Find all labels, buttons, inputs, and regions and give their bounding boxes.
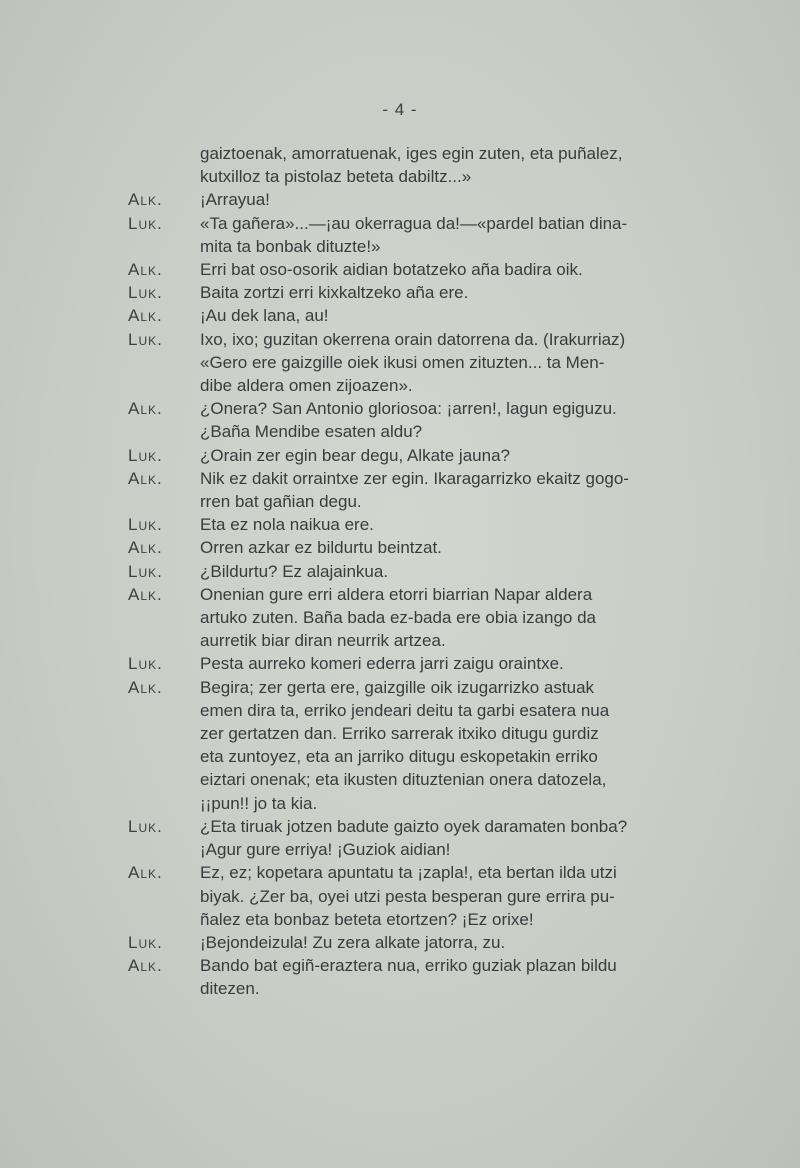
dialogue-entry	[0, 954, 800, 1000]
dialogue-text: ¿Onera? San Antonio gloriosoa: ¡arren!, lagun egiguzu. ¿Baña Mendibe esaten aldu?	[200, 399, 617, 442]
speaker-column	[0, 954, 200, 977]
dialogue-text: Bando bat egiñ-eraztera nua, erriko guziak plazan bildu ditezen.	[200, 956, 617, 999]
speaker-label: Luk.	[128, 932, 163, 952]
speaker-column	[0, 281, 200, 304]
dialogue-text: ¿Orain zer egin bear degu, Alkate jauna?	[200, 445, 510, 465]
speaker-column	[0, 467, 200, 490]
speaker-column	[0, 258, 200, 281]
dialogue-entry	[0, 444, 800, 467]
dialogue-text: «Ta gañera»...—¡au okerragua da!—«pardel batian dina- mita ta bonbak dituzte!»	[200, 213, 628, 256]
dialogue-text: Onenian gure erri aldera etorri biarrian Napar aldera artuko zuten. Baña bada ez-bada ere obia izango da aurretik biar diran neurrik artzea.	[200, 584, 597, 651]
dialogue-entry	[0, 513, 800, 536]
speaker-column	[0, 444, 200, 467]
speaker-label: Luk.	[128, 329, 163, 349]
speaker-label: Luk.	[128, 213, 163, 233]
dialogue-text: ¡Au dek lana, au!	[200, 306, 329, 326]
speaker-label: Alk.	[128, 956, 163, 976]
dialogue-text: ¡Arrayua!	[200, 190, 270, 210]
dialogue-entry	[0, 931, 800, 954]
dialogue-entry	[0, 676, 800, 815]
dialogue-text: Eta ez nola naikua ere.	[200, 515, 374, 535]
dialogue-entry	[0, 188, 800, 211]
speaker-column	[0, 861, 200, 884]
speaker-column	[0, 304, 200, 327]
speaker-column	[0, 513, 200, 536]
dialogue-entry	[0, 560, 800, 583]
speaker-column	[0, 188, 200, 211]
speaker-label: Luk.	[128, 515, 163, 535]
speaker-column	[0, 560, 200, 583]
speaker-label: Luk.	[128, 283, 163, 303]
speaker-column	[0, 652, 200, 675]
dialogue-entry	[0, 583, 800, 653]
speaker-label: Luk.	[128, 445, 163, 465]
dialogue-text: Baita zortzi erri kixkaltzeko aña ere.	[200, 283, 469, 303]
speaker-column	[0, 815, 200, 838]
speaker-label: Luk.	[128, 816, 163, 836]
dialogue-entry	[0, 142, 800, 188]
dialogue-entry	[0, 328, 800, 398]
speaker-label: Alk.	[128, 190, 163, 210]
speaker-label: Alk.	[128, 538, 163, 558]
dialogue-text: gaiztoenak, amorratuenak, iges egin zuten, eta puñalez, kutxilloz ta pistolaz beteta dabiltz...»	[200, 144, 623, 187]
dialogue-entry	[0, 467, 800, 513]
dialogue-entry	[0, 212, 800, 258]
speaker-label: Alk.	[128, 863, 163, 883]
dialogue-text: ¡Bejondeizula! Zu zera alkate jatorra, zu.	[200, 932, 506, 952]
dialogue-entry	[0, 258, 800, 281]
dialogue-entry	[0, 815, 800, 861]
speaker-label: Luk.	[128, 654, 163, 674]
dialogue-entry	[0, 304, 800, 327]
speaker-column	[0, 931, 200, 954]
speaker-label: Alk.	[128, 468, 163, 488]
speaker-column	[0, 676, 200, 699]
speaker-label: Alk.	[128, 677, 163, 697]
dialogue-entry	[0, 861, 800, 931]
speaker-column	[0, 536, 200, 559]
speaker-column	[0, 583, 200, 606]
speaker-label: Alk.	[128, 584, 163, 604]
dialogue-body	[0, 142, 800, 1001]
speaker-label: Alk.	[128, 399, 163, 419]
dialogue-entry	[0, 652, 800, 675]
dialogue-entry	[0, 397, 800, 443]
dialogue-text: ¿Eta tiruak jotzen badute gaizto oyek daramaten bonba? ¡Agur gure erriya! ¡Guziok aidian!	[200, 816, 628, 860]
dialogue-entry	[0, 536, 800, 559]
speaker-column	[0, 212, 200, 235]
speaker-label: Alk.	[128, 306, 163, 326]
dialogue-entry	[0, 281, 800, 304]
speaker-label: Luk.	[128, 561, 163, 581]
speaker-column	[0, 397, 200, 420]
speaker-label: Alk.	[128, 260, 163, 280]
dialogue-text: Ez, ez; kopetara apuntatu ta ¡zapla!, eta bertan ilda utzi biyak. ¿Zer ba, oyei utzi pesta besperan gure errira pu- ñalez eta bonbaz beteta etortzen? ¡Ez orixe!	[200, 863, 617, 929]
dialogue-text: Erri bat oso-osorik aidian botatzeko aña badira oik.	[200, 260, 583, 280]
dialogue-text: Nik ez dakit orraintxe zer egin. Ikaragarrizko ekaitz gogo- rren bat gañian degu.	[200, 468, 629, 512]
page-number: - 4 -	[382, 100, 418, 119]
dialogue-text: Begira; zer gerta ere, gaizgille oik izugarrizko astuak emen dira ta, erriko jendeari deitu ta garbi esatera nua zer gertatzen dan. Erriko sarrerak itxiko ditugu gurdiz eta zuntoyez, eta an jarriko ditugu eskopetakin erriko eiztari onenak; eta ikusten dituztenian onera datozela, ¡¡pun!! jo ta kia.	[200, 677, 610, 813]
speaker-column	[0, 328, 200, 351]
dialogue-text: Pesta aurreko komeri ederra jarri zaigu oraintxe.	[200, 654, 564, 674]
dialogue-text: Ixo, ixo; guzitan okerrena orain datorrena da. (Irakurriaz) «Gero ere gaizgille oiek ikusi omen zituzten... ta Men- dibe aldera omen zijoazen».	[200, 329, 626, 396]
dialogue-text: ¿Bildurtu? Ez alajainkua.	[200, 561, 389, 581]
dialogue-text: Orren azkar ez bildurtu beintzat.	[200, 538, 442, 558]
